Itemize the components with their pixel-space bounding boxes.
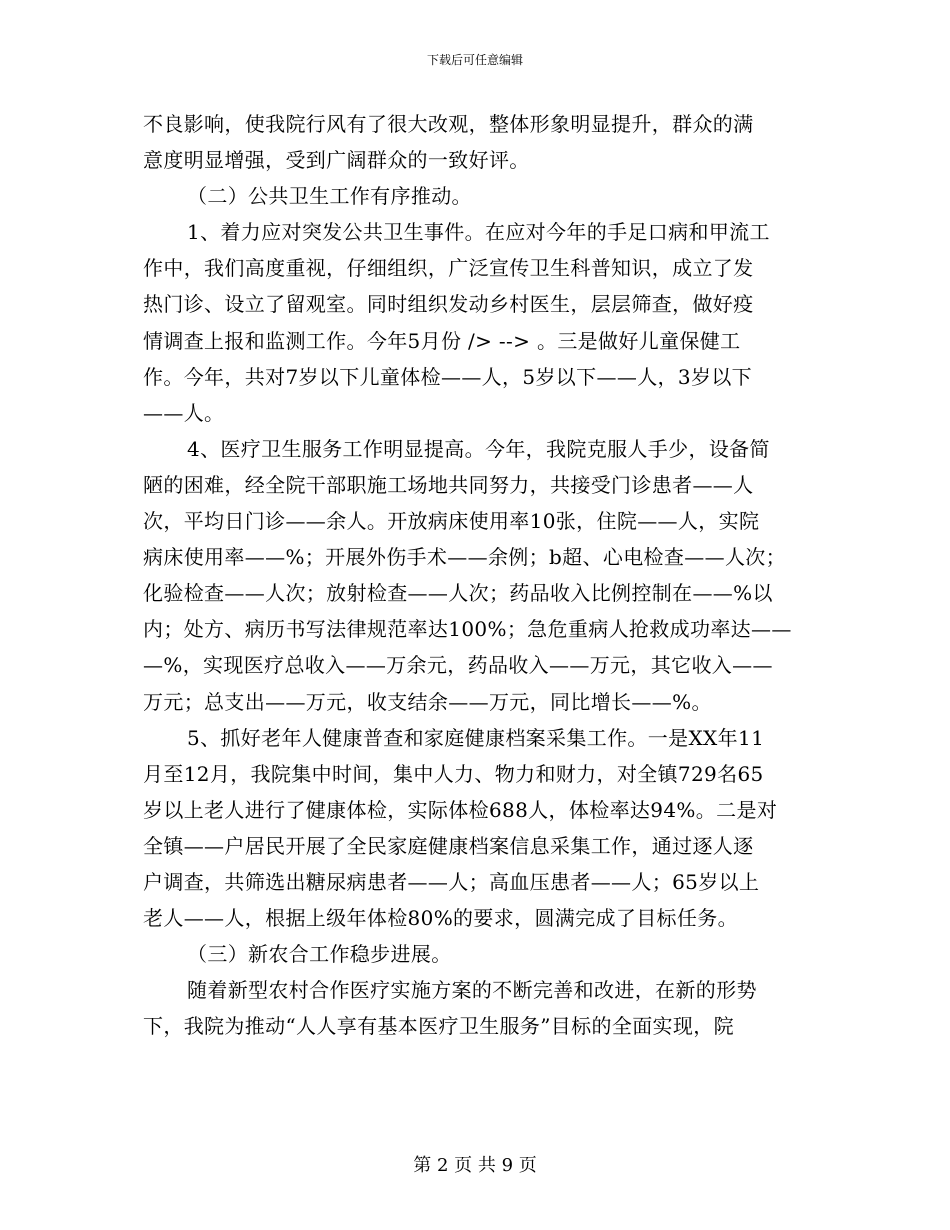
text-line: ——人。 — [143, 400, 225, 425]
text-line: 化验检查——人次；放射检查——人次；药品收入比例控制在——%以 — [143, 581, 773, 606]
text-line: 万元；总支出——万元，收支结余——万元，同比增长——%。 — [143, 689, 712, 714]
page-footer: 第 2 页 共 9 页 — [413, 1155, 537, 1176]
text-line: 热门诊、设立了留观室。同时组织发动乡村医生，层层筛查，做好疫 — [143, 292, 754, 317]
text-line: 5、抓好老年人健康普查和家庭健康档案采集工作。一是XX年11 — [187, 725, 765, 750]
text-line: 全镇——户居民开展了全民家庭健康档案信息采集工作，通过逐人逐 — [143, 833, 754, 858]
text-line: 内；处方、病历书写法律规范率达100%；急危重病人抢救成功率达—— — [143, 617, 792, 642]
text-line: 作。今年，共对7岁以下儿童体检——人，5岁以下——人，3岁以下 — [143, 364, 753, 389]
text-line: 意度明显增强，受到广阔群众的一致好评。 — [143, 148, 530, 173]
text-line: 4、医疗卫生服务工作明显提高。今年，我院克服人手少，设备简 — [187, 436, 770, 461]
text-line: 陋的困难，经全院干部职施工场地共同努力，共接受门诊患者——人 — [143, 472, 754, 497]
section-heading: （三）新农合工作稳步进展。 — [187, 942, 452, 967]
section-heading: （二）公共卫生工作有序推动。 — [187, 184, 472, 209]
text-line: 次，平均日门诊——余人。开放病床使用率10张，住院——人，实院 — [143, 509, 760, 534]
text-line: 病床使用率——%；开展外伤手术——余例；b超、心电检查——人次； — [143, 545, 787, 570]
body-text — [143, 108, 807, 1042]
page-header: 下载后可任意编辑 — [426, 53, 523, 67]
document-body — [143, 108, 807, 1046]
text-line: —%，实现医疗总收入——万余元，药品收入——万元，其它收入—— — [143, 653, 773, 678]
text-line: 随着新型农村合作医疗实施方案的不断完善和改进，在新的形势 — [187, 978, 757, 1003]
text-line: 情调查上报和监测工作。今年5月份 /> --> 。三是做好儿童保健工 — [143, 328, 741, 353]
text-line: 户调查，共筛选出糖尿病患者——人；高血压患者——人；65岁以上 — [143, 869, 760, 894]
text-line: 月至12月，我院集中时间，集中人力、物力和财力，对全镇729名65 — [143, 761, 764, 786]
text-line: 1、着力应对突发公共卫生事件。在应对今年的手足口病和甲流工 — [187, 220, 770, 245]
text-line: 作中，我们高度重视，仔细组织，广泛宣传卫生科普知识，成立了发 — [143, 256, 754, 281]
text-line: 老人——人，根据上级年体检80%的要求，圆满完成了目标任务。 — [143, 906, 738, 931]
text-line: 下，我院为推动“人人享有基本医疗卫生服务”目标的全面实现，院 — [143, 1014, 734, 1039]
text-line: 岁以上老人进行了健康体检，实际体检688人，体检率达94%。二是对 — [143, 797, 778, 822]
text-line: 不良影响，使我院行风有了很大改观，整体形象明显提升，群众的满 — [143, 112, 754, 136]
